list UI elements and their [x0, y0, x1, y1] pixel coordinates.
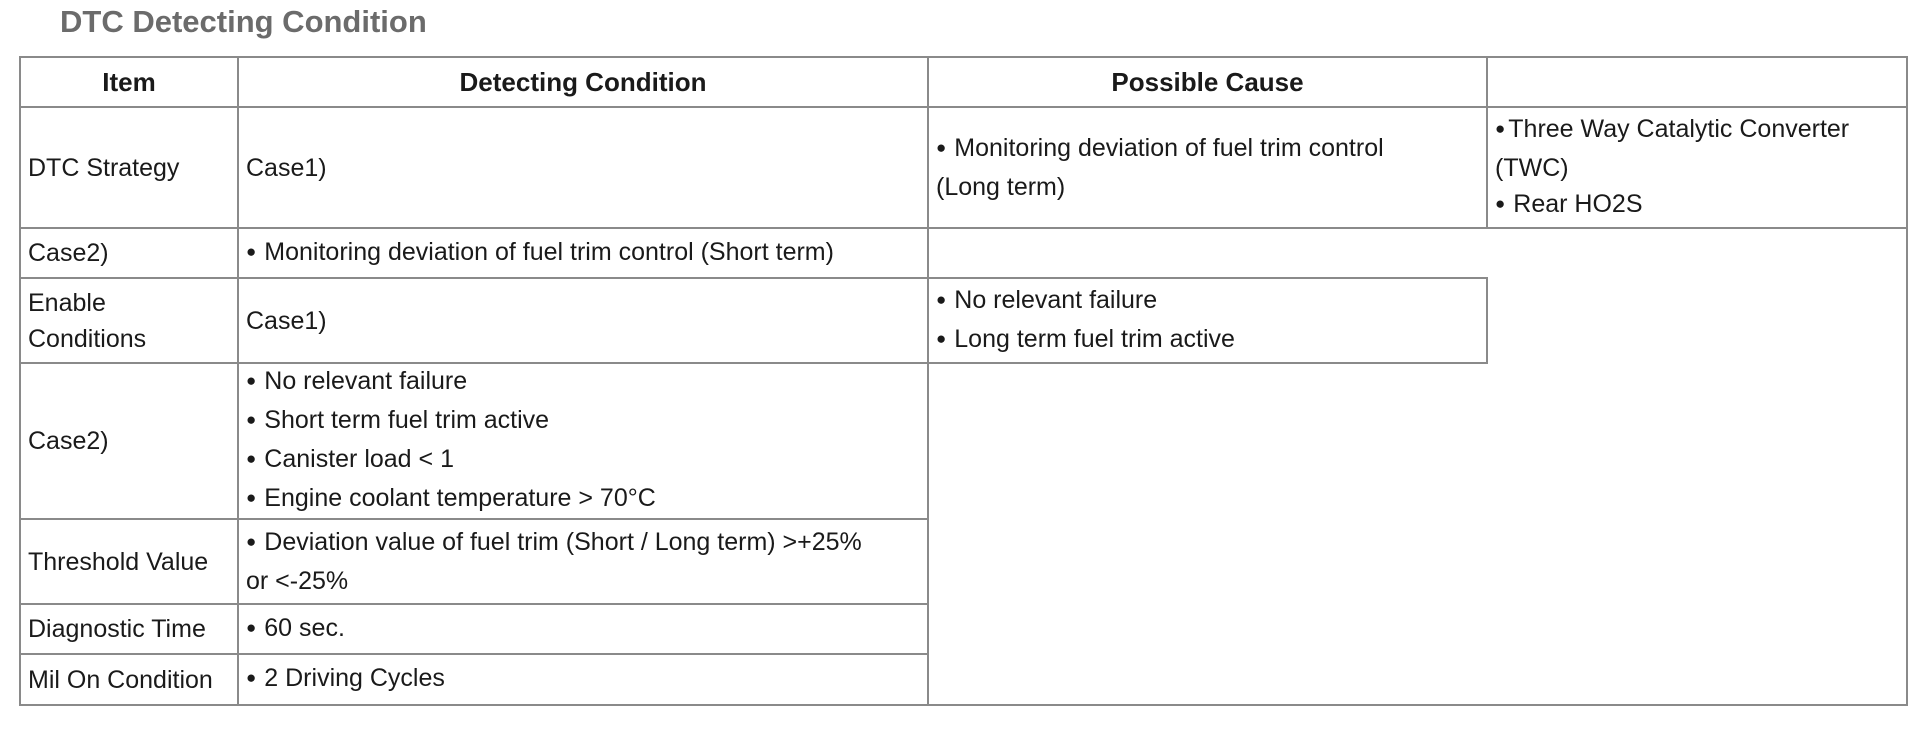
row-label-mil-on-condition: Mil On Condition [19, 653, 239, 706]
header-item: Item [19, 56, 239, 108]
enable-condition-item: ● Short term fuel trim active [246, 402, 656, 441]
diagnostic-time-cell [237, 603, 929, 655]
header-detecting-condition: Detecting Condition [237, 56, 929, 108]
enable-conditions-case2-conditions [237, 362, 929, 520]
mil-on-condition-cell [237, 653, 929, 706]
enable-condition-item: ● Canister load < 1 [246, 441, 656, 480]
possible-cause-cell [1486, 106, 1908, 229]
row-label-diagnostic-time: Diagnostic Time [19, 603, 239, 655]
enable-conditions-label-line: Conditions [28, 324, 147, 353]
dtc-strategy-case1-condition-line: ● Monitoring deviation of fuel trim control [936, 130, 1384, 169]
enable-condition-item: ● No relevant failure [936, 282, 1235, 321]
threshold-value-line: or <-25% [246, 567, 349, 595]
possible-cause-item: (TWC) [1495, 153, 1569, 182]
enable-conditions-case1-label: Case1) [237, 277, 929, 364]
dtc-strategy-case2-condition-line: ● Monitoring deviation of fuel trim control (Short term) [246, 234, 834, 273]
row-label-threshold-value: Threshold Value [19, 518, 239, 605]
threshold-value-line: ● Deviation value of fuel trim (Short / Long term) >+25% [246, 524, 862, 563]
row-label-dtc-strategy: DTC Strategy [19, 106, 239, 229]
threshold-value-cell [237, 518, 929, 605]
enable-condition-item: ● Engine coolant temperature > 70°C [246, 480, 656, 519]
possible-cause-item: ● Rear HO2S [1495, 186, 1849, 225]
header-empty-cell [1486, 56, 1908, 108]
diagnostic-time-value: ● 60 sec. [246, 610, 345, 649]
enable-conditions-label-line: Enable [28, 288, 106, 317]
mil-on-condition-value: ● 2 Driving Cycles [246, 660, 445, 699]
enable-condition-item: ● Long term fuel trim active [936, 321, 1235, 360]
dtc-strategy-case1-condition [927, 106, 1488, 229]
dtc-strategy-case1-label: Case1) [237, 106, 929, 229]
dtc-strategy-case1-condition-line: (Long term) [936, 173, 1066, 201]
enable-conditions-case1-conditions [927, 277, 1488, 364]
header-possible-cause: Possible Cause [927, 56, 1488, 108]
row-label-enable-conditions [19, 277, 239, 364]
page-title: DTC Detecting Condition [60, 4, 427, 39]
dtc-strategy-case2-condition [237, 227, 929, 279]
dtc-strategy-case2-label: Case2) [19, 227, 239, 279]
enable-condition-item: ● No relevant failure [246, 363, 656, 402]
possible-cause-item: ● Three Way Catalytic Converter [1495, 111, 1849, 150]
enable-conditions-case2-label: Case2) [19, 362, 239, 520]
